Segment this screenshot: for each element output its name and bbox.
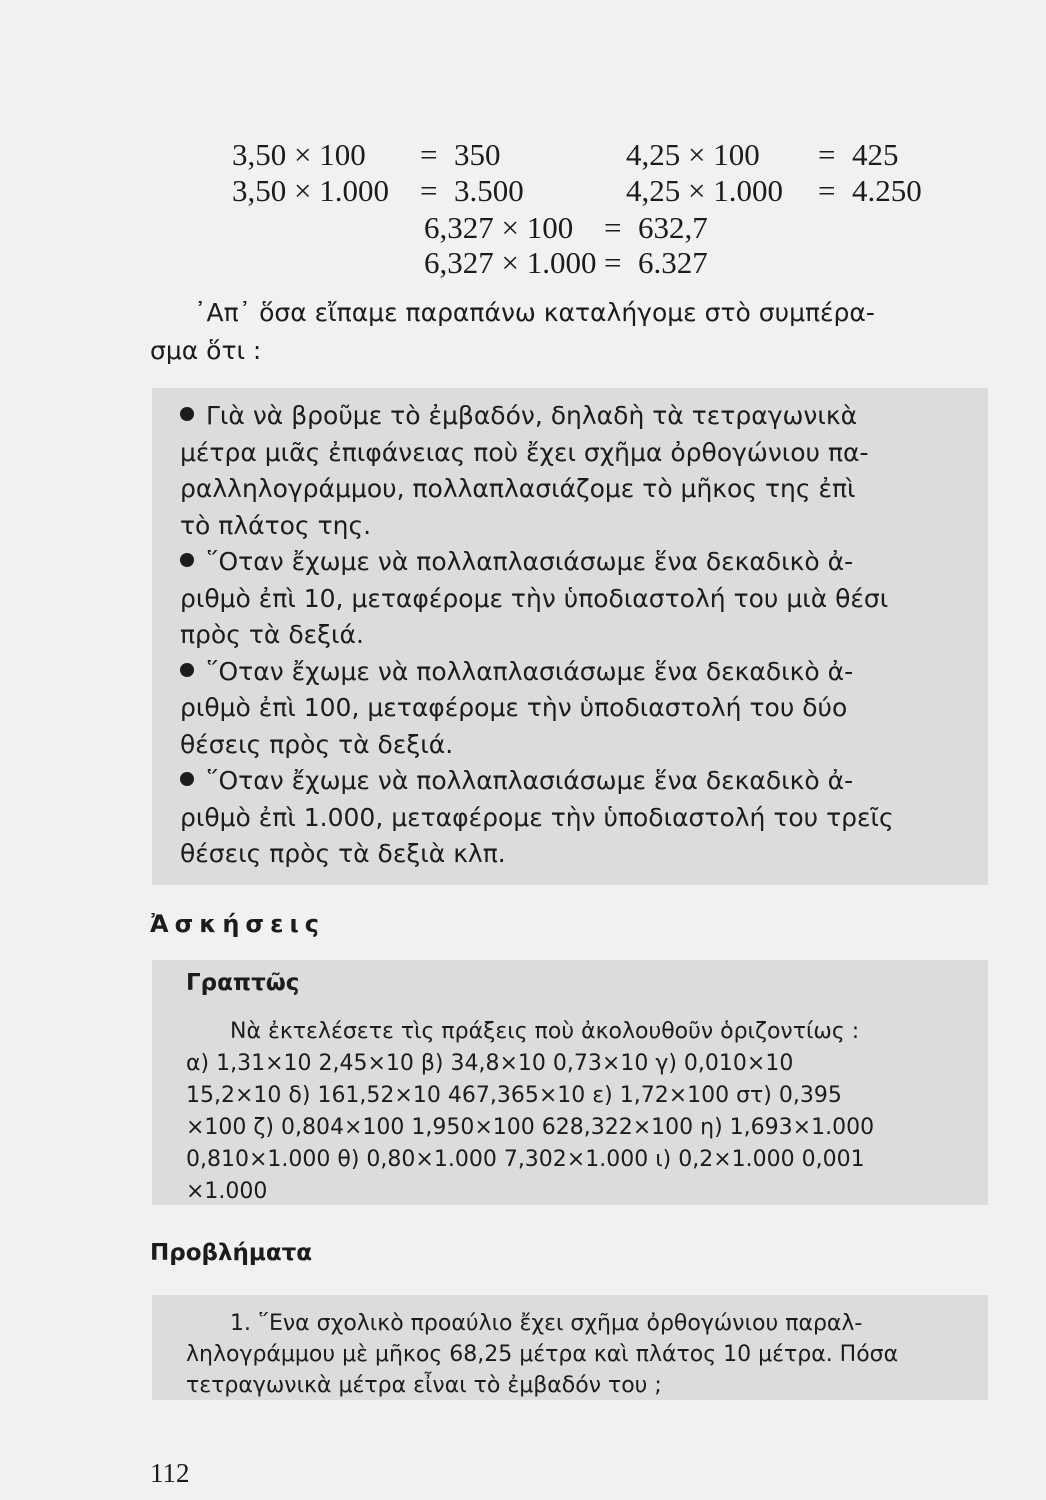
- equation-rhs: 350: [454, 137, 501, 172]
- rule-line: θέσεις πρὸς τὰ δεξιὰ κλπ.: [180, 839, 506, 868]
- equals-sign: =: [818, 137, 836, 172]
- intro-line: ᾿Απ᾿ ὅσα εἴπαμε παραπάνω καταλήγομε στὸ συμπέρα-: [194, 298, 875, 327]
- exercises-heading: Ἀσκήσεις: [150, 910, 326, 938]
- written-subheading: Γραπτῶς: [186, 970, 300, 996]
- rule-line: ριθμὸ ἐπὶ 100, μεταφέρομε τὴν ὑποδιαστολή του δύο: [180, 693, 848, 722]
- rule-line: μέτρα μιᾶς ἐπιφάνειας ποὺ ἔχει σχῆμα ὀρθογώνιου πα-: [180, 437, 869, 467]
- problem-line: ληλογράμμου μὲ μῆκος 68,25 μέτρα καὶ πλάτος 10 μέτρα. Πόσα: [186, 1342, 899, 1367]
- exercise-line: ×100 ζ) 0,804×100 1,950×100 628,322×100 η) 1,693×1.000: [186, 1115, 875, 1140]
- equation: [424, 245, 708, 281]
- equation: [232, 173, 524, 209]
- conclusion-intro: [150, 294, 990, 370]
- equals-sign: =: [604, 210, 622, 245]
- exercise-list: [186, 1016, 986, 1208]
- equals-sign: =: [420, 173, 438, 208]
- exercise-line: 0,810×1.000 θ) 0,80×1.000 7,302×1.000 ι) 0,2×1.000 0,001: [186, 1147, 865, 1172]
- rule-text: ῞Οταν ἔχωμε νὰ πολλαπλασιάσωμε ἕνα δεκαδικὸ ἀ-: [206, 547, 854, 576]
- problem-line: τετραγωνικὰ μέτρα εἶναι τὸ ἐμβαδόν του ;: [186, 1373, 662, 1398]
- rule-line: [180, 654, 980, 691]
- bullet-icon: [180, 663, 194, 677]
- equation-rhs: 632,7: [638, 210, 708, 245]
- exercise-line: ×1.000: [186, 1179, 268, 1204]
- equation-lhs: 3,50 × 100: [232, 137, 366, 172]
- rule-line: [180, 763, 980, 800]
- equation: [626, 137, 899, 173]
- rules-list: [180, 398, 980, 873]
- exercise-line: α) 1,31×10 2,45×10 β) 34,8×10 0,73×10 γ) 0,010×10: [186, 1051, 794, 1076]
- rule-line: ραλληλογράμμου, πολλαπλασιάζομε τὸ μῆκος της ἐπὶ: [180, 474, 856, 503]
- problem-line: 1. ῞Ενα σχολικὸ προαύλιο ἔχει σχῆμα ὀρθογώνιου παραλ-: [230, 1311, 863, 1336]
- rule-line: [180, 544, 980, 581]
- equation-lhs: 6,327 × 100: [424, 210, 574, 245]
- rule-text: Γιὰ νὰ βροῦμε τὸ ἐμβαδόν, δηλαδὴ τὰ τετραγωνικὰ: [206, 401, 858, 430]
- exercise-line: 15,2×10 δ) 161,52×10 467,365×10 ε) 1,72×100 στ) 0,395: [186, 1083, 842, 1108]
- rule-text: ῞Οταν ἔχωμε νὰ πολλαπλασιάσωμε ἕνα δεκαδικὸ ἀ-: [206, 656, 854, 686]
- equation-lhs: 6,327 × 1.000: [424, 245, 597, 280]
- bullet-icon: [180, 407, 194, 421]
- equation-lhs: 3,50 × 1.000: [232, 173, 389, 208]
- bullet-icon: [180, 772, 194, 786]
- equation: [424, 210, 708, 246]
- rule-line: ριθμὸ ἐπὶ 1.000, μεταφέρομε τὴν ὑποδιαστολή του τρεῖς: [180, 802, 894, 832]
- problems-heading: Προβλήματα: [150, 1240, 313, 1266]
- equation-lhs: 4,25 × 1.000: [626, 173, 783, 208]
- equation-rhs: 6.327: [638, 245, 708, 280]
- problem-list: [186, 1308, 986, 1401]
- equation-lhs: 4,25 × 100: [626, 137, 760, 172]
- exercise-line: Νὰ ἐκτελέσετε τὶς πράξεις ποὺ ἀκολουθοῦν ὁριζοντίως :: [230, 1019, 860, 1044]
- equation: [232, 137, 501, 173]
- rule-line: θέσεις πρὸς τὰ δεξιά.: [180, 729, 454, 759]
- intro-line: σμα ὅτι :: [150, 336, 262, 365]
- equation: [626, 173, 922, 209]
- bullet-icon: [180, 553, 194, 567]
- page-number: 112: [150, 1458, 190, 1488]
- rule-line: τὸ πλάτος της.: [180, 510, 372, 540]
- rule-line: ριθμὸ ἐπὶ 10, μεταφέρομε τὴν ὑποδιαστολή του μιὰ θέσι: [180, 583, 889, 613]
- equals-sign: =: [604, 245, 622, 280]
- rule-line: [180, 398, 980, 435]
- rule-line: πρὸς τὰ δεξιά.: [180, 620, 364, 649]
- equals-sign: =: [818, 173, 836, 208]
- equation-rhs: 4.250: [852, 173, 922, 208]
- rule-text: ῞Οταν ἔχωμε νὰ πολλαπλασιάσωμε ἕνα δεκαδικὸ ἀ-: [206, 766, 854, 795]
- equation-rhs: 3.500: [454, 173, 524, 208]
- equals-sign: =: [420, 137, 438, 172]
- equation-rhs: 425: [852, 137, 899, 172]
